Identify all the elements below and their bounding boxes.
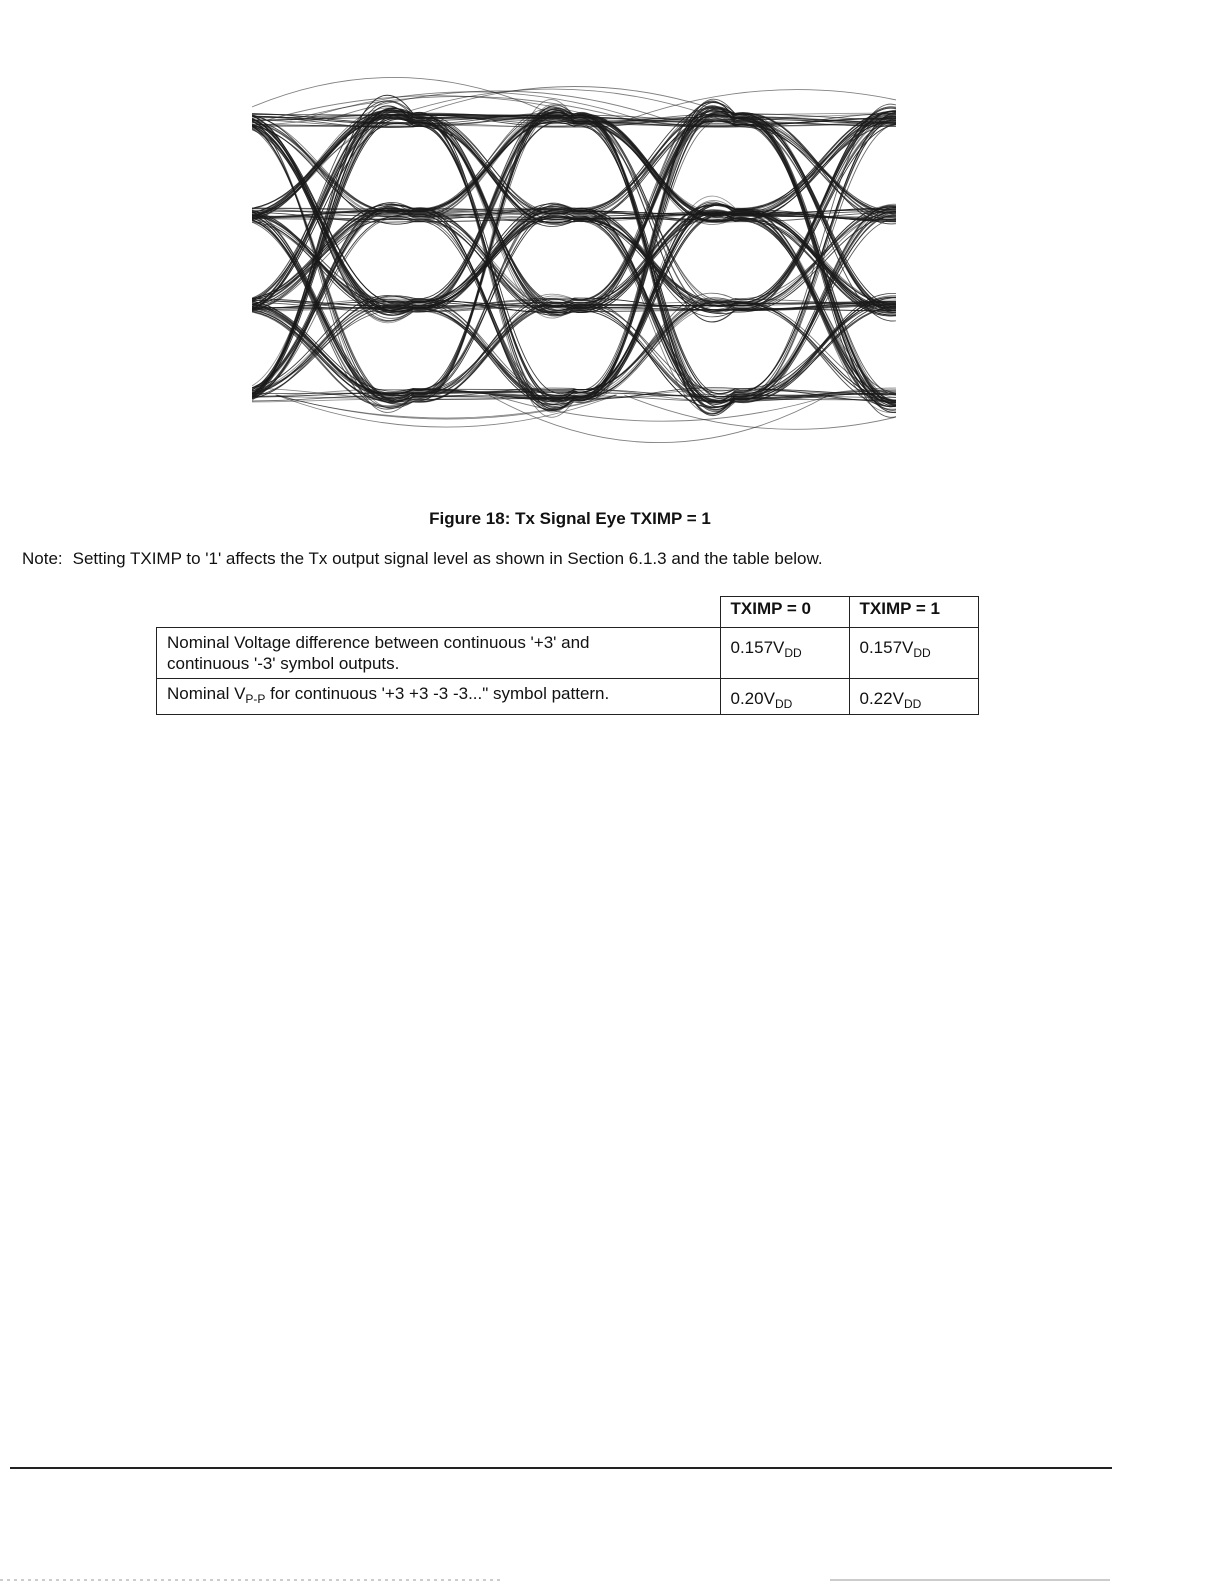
table-row <box>157 628 979 679</box>
row1-v1-sub: DD <box>913 646 931 660</box>
table-header-tximp0: TXIMP = 0 <box>720 597 849 628</box>
figure-caption: Figure 18: Tx Signal Eye TXIMP = 1 <box>429 509 711 528</box>
note-paragraph <box>22 549 823 569</box>
table-cell-tximp0 <box>720 628 849 679</box>
table-cell-tximp1 <box>849 628 978 679</box>
row2-v1: 0.22V <box>859 689 904 708</box>
note-text: Setting TXIMP to '1' affects the Tx output signal level as shown in Section 6.1.3 and the table below. <box>72 549 823 568</box>
footer-divider <box>10 1467 1112 1469</box>
row2-desc-prefix: Nominal V <box>167 684 246 703</box>
row2-desc-suffix: for continuous '+3 +3 -3 -3..." symbol pattern. <box>265 684 610 703</box>
eye-trace-group <box>252 77 896 442</box>
scan-artifact-line <box>0 1578 1224 1582</box>
row2-v1-sub: DD <box>903 697 922 711</box>
table-cell-description <box>157 628 721 679</box>
table-cell-tximp1 <box>849 679 978 715</box>
txsignal-level-table <box>156 596 979 715</box>
table-row <box>157 679 979 715</box>
table-cell-description <box>157 679 721 715</box>
row1-v0-sub: DD <box>784 646 802 660</box>
row1-desc-line2: continuous '-3' symbol outputs. <box>167 654 400 673</box>
table-header-row <box>157 597 979 628</box>
eye-diagram-image <box>252 60 896 460</box>
row2-v0: 0.20V <box>730 689 775 708</box>
row1-v1: 0.157V <box>859 638 914 657</box>
row2-desc-sub: P-P <box>245 692 266 706</box>
table-header-blank <box>157 597 721 628</box>
row2-v0-sub: DD <box>774 697 793 711</box>
note-label: Note: <box>22 549 63 568</box>
eye-diagram-traces <box>252 60 896 460</box>
table-cell-tximp0 <box>720 679 849 715</box>
row1-v0: 0.157V <box>730 638 785 657</box>
table-header-tximp1: TXIMP = 1 <box>849 597 978 628</box>
row1-desc-line1: Nominal Voltage difference between continuous '+3' and <box>167 633 590 652</box>
